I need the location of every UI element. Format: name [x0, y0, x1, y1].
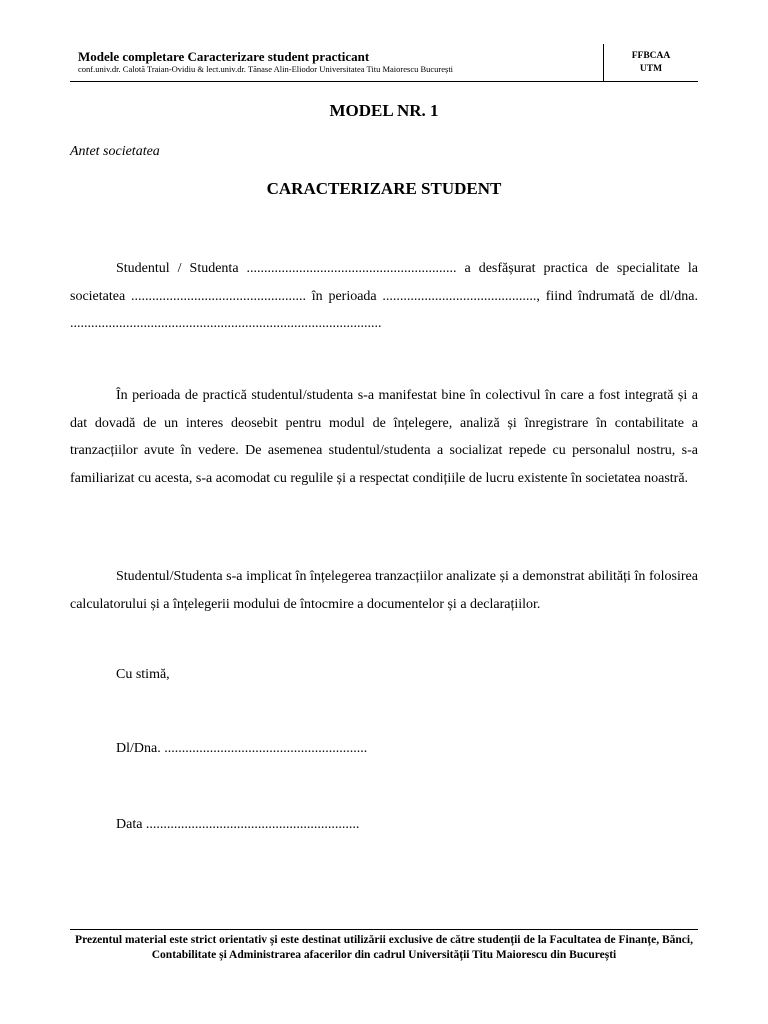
header-left — [78, 50, 603, 75]
paragraph-intro-text: Studentul / Studenta ............................................................ a desfășurat practica de specialitate la societatea .................................................. în perioada ............................................, fiind îndrumată de dl/dna. ......................................................................................... — [70, 261, 698, 331]
header-authors: conf.univ.dr. Calotă Traian-Ovidiu & lect.univ.dr. Tănase Alin-Eliodor Universitatea Titu Maiorescu București — [78, 64, 454, 74]
paragraph-skills — [70, 563, 698, 618]
paragraph-evaluation — [70, 382, 698, 492]
document-title: CARACTERIZARE STUDENT — [266, 179, 502, 198]
document-header — [70, 44, 698, 82]
date-line: Data ............................................................. — [116, 817, 360, 832]
paragraph-evaluation-text: În perioada de practică studentul/studenta s-a manifestat bine în colectivul în care a fost integrată și a dat dovadă de un interes deosebit pentru modul de înțelegere, analiză și înregistrare în contabilitate a tranzacțiilor avute în vedere. De asemenea studentul/studenta a socializat repede cu personalul nostru, s-a familiarizat cu acesta, s-a acomodat cu regulile și a respectat condițiile de lucru existente în societatea noastră. — [70, 388, 698, 486]
header-code — [604, 50, 698, 76]
closing-salutation: Cu stimă, — [116, 667, 170, 682]
paragraph-intro — [70, 255, 698, 338]
paragraph-skills-text: Studentul/Studenta s-a implicat în înțelegerea tranzacțiilor analizate și a demonstrat abilități în folosirea calculatorului și a înțelegerii modului de întocmire a documentelor și a declarațiilor. — [70, 569, 698, 612]
signature-line: Dl/Dna. .......................................................... — [116, 741, 368, 756]
model-title: MODEL NR. 1 — [329, 101, 439, 120]
header-code-line2: UTM — [639, 64, 663, 74]
document-footer: Prezentul material este strict orientativ și este destinat utilizării exclusive de către studenții de la Facultatea de Finanțe, Bănci, Contabilitate și Administrarea afacerilor din cadrul Universității Titu Maiorescu din București — [70, 929, 698, 963]
header-code-line1: FFBCAA — [631, 51, 671, 61]
header-title: Modele completare Caracterizare student practicant — [78, 49, 370, 64]
company-letterhead: Antet societatea — [70, 144, 160, 159]
